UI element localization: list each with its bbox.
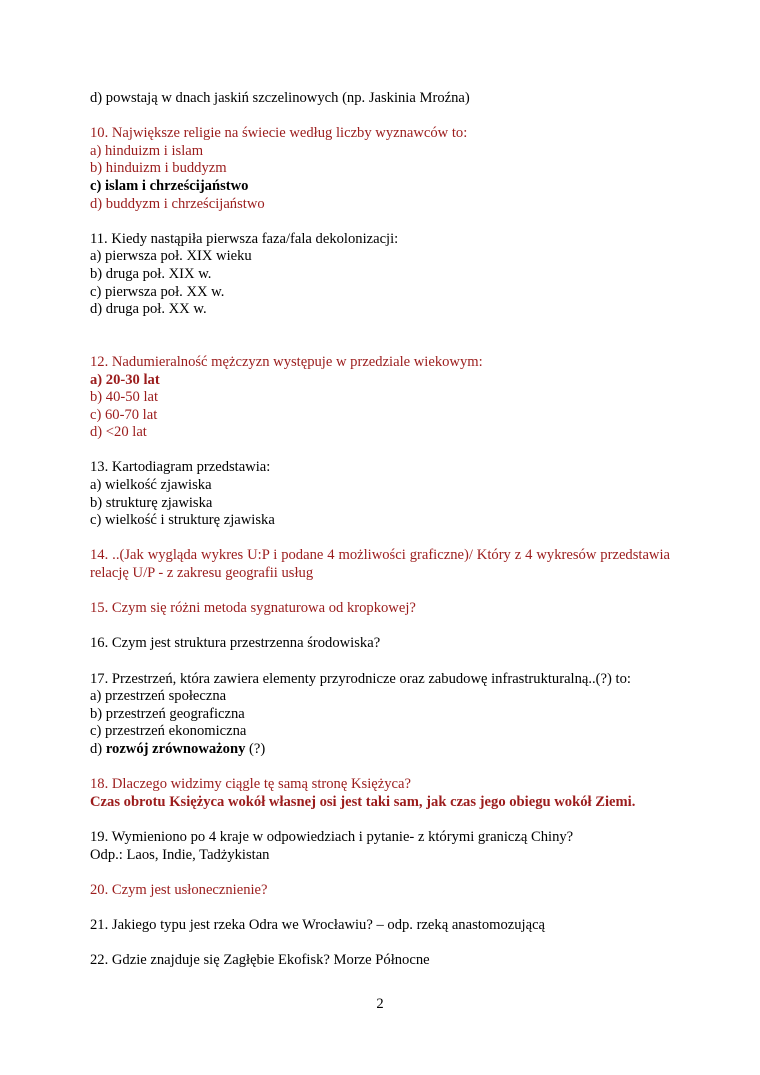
q12-option-b: b) 40-50 lat [90, 389, 159, 406]
q15-question: 15. Czym się różni metoda sygnaturowa od kropkowej? [90, 600, 416, 617]
q10-option-d: d) buddyzm i chrześcijaństwo [90, 195, 265, 212]
q12-option-a-answer: a) 20-30 lat [90, 371, 160, 388]
q10-option-a: a) hinduizm i islam [90, 142, 204, 159]
q10-option-c-answer: c) islam i chrześcijaństwo [90, 177, 249, 194]
q21-question: 21. Jakiego typu jest rzeka Odra we Wrocławiu? – odp. rzeką anastomozującą [90, 916, 546, 933]
q17-question: 17. Przestrzeń, która zawiera elementy przyrodnicze oraz zabudowę infrastrukturalną..(?) to: [90, 670, 631, 687]
q17-option-b: b) przestrzeń geograficzna [90, 705, 245, 722]
q18-answer: Czas obrotu Księżyca wokół własnej osi jest taki sam, jak czas jego obiegu wokół Ziemi. [90, 793, 636, 810]
q14-question: 14. ..(Jak wygląda wykres U:P i podane 4 możliwości graficzne)/ Który z 4 wykresów przedstawia relację U/P - z zakresu geografii usług [90, 547, 670, 582]
q18-question: 18. Dlaczego widzimy ciągle tę samą stronę Księżyca? [90, 776, 411, 793]
q19-answer: Odp.: Laos, Indie, Tadżykistan [90, 846, 270, 863]
q17-option-d [90, 741, 670, 759]
q12-question: 12. Nadumieralność mężczyzn występuje w przedziale wiekowym: [90, 353, 483, 370]
q13-option-a: a) wielkość zjawiska [90, 477, 212, 494]
q11-question: 11. Kiedy nastąpiła pierwsza faza/fala dekolonizacji: [90, 230, 399, 247]
q11-option-d: d) druga poł. XX w. [90, 301, 207, 318]
q17-option-d-prefix: d) [90, 740, 106, 757]
q12-option-d: d) <20 lat [90, 424, 147, 441]
q10-question: 10. Największe religie na świecie według liczby wyznawców to: [90, 125, 468, 142]
q11-option-c: c) pierwsza poł. XX w. [90, 283, 225, 300]
q20-question: 20. Czym jest usłonecznienie? [90, 881, 268, 898]
q11-option-a: a) pierwsza poł. XIX wieku [90, 248, 252, 265]
page-content [90, 90, 670, 970]
page-number: 2 [376, 996, 384, 1012]
q13-question: 13. Kartodiagram przedstawia: [90, 459, 271, 476]
q10-option-b: b) hinduizm i buddyzm [90, 160, 227, 177]
q13-option-b: b) strukturę zjawiska [90, 494, 213, 511]
q16-question: 16. Czym jest struktura przestrzenna środowiska? [90, 635, 381, 652]
q19-question: 19. Wymieniono po 4 kraje w odpowiedziach i pytanie- z którymi graniczą Chiny? [90, 828, 574, 845]
q12-option-c: c) 60-70 lat [90, 406, 158, 423]
q22-question: 22. Gdzie znajduje się Zagłębie Ekofisk? Morze Północne [90, 952, 430, 969]
q11-option-b: b) druga poł. XIX w. [90, 265, 212, 282]
q17-option-c: c) przestrzeń ekonomiczna [90, 723, 247, 740]
q17-option-d-answer: rozwój zrównoważony [105, 740, 246, 757]
q13-option-c: c) wielkość i strukturę zjawiska [90, 512, 275, 529]
q17-option-a: a) przestrzeń społeczna [90, 688, 227, 705]
q17-option-d-suffix: (?) [245, 740, 266, 757]
q9-option-d: d) powstają w dnach jaskiń szczelinowych (np. Jaskinia Mroźna) [90, 90, 470, 106]
